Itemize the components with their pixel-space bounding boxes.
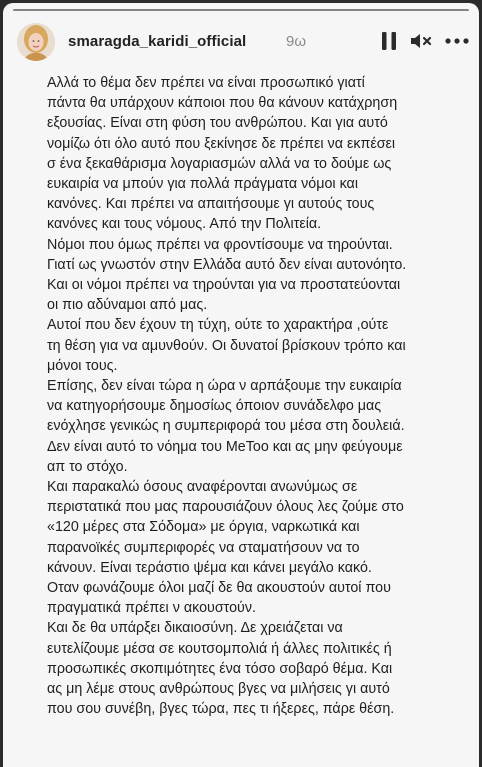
story-progress-bar	[13, 9, 469, 11]
avatar[interactable]	[17, 23, 55, 61]
mute-button[interactable]	[408, 29, 434, 53]
pause-button[interactable]	[377, 29, 401, 53]
pause-icon	[381, 31, 397, 51]
story-paragraph: Και δε θα υπάρξει δικαιοσύνη. Δε χρειάζεται να ευτελίζουμε μέσα σε κουτσομπολιά ή άλλες πολιτικές ή προσωπικές σκοπιμότητες ένα τόσο σοβαρό θέμα. Και ας μη λέμε στους ανθρώπους βγες να μιλήσεις γι αυτό που σου συνέβη, βγες τώρα, πες τι ήξερες, πάρε θέση.	[47, 620, 395, 718]
mute-icon	[409, 31, 433, 51]
post-time: 9ω	[286, 33, 307, 50]
story-paragraph: Αυτοί που δεν έχουν τη τύχη, ούτε το χαρακτήρα ,ούτε τη θέση για να αμυνθούν. Οι δυνατοί βρίσκουν τρόπο και μόνοι τους.	[47, 317, 406, 374]
story-progress-fill	[13, 9, 469, 11]
story-paragraph: Αλλά το θέμα δεν πρέπει να είναι προσωπικό γιατί πάντα θα υπάρχουν κάποιοι που θα κάνουν κατάχρηση εξουσίας. Είναι στη φύση του ανθρώπου. Και για αυτό νομίζω ότι όλο αυτό που ξεκίνησε δε πρέπει να εκπέσει σ ένα ξεκαθάρισμα λογαριασμών αλλά να το δούμε ως ευκαιρία να μπούν για πολλά πράγματα νόμοι και κανόνες. Και πρέπει να απαιτήσουμε γι αυτούς τους κανόνες και τους νόμους. Από την Πολιτεία.	[47, 75, 398, 233]
story-paragraph: Και παρακαλώ όσους αναφέρονται ανωνύμως σε περιστατικά που μας παρουσιάζουν όλους λες ζούμε στο «120 μέρες στα Σόδομα» με όργια, ναρκωτικά και παρανοϊκές συμπεριφορές να σταματήσουν να το κάνουν. Είναι τεράστιο ψέμα και κάνει μεγάλο κακό. Οταν φωνάζουμε όλοι μαζί δε θα ακουστούν αυτοί που πραγματικά πρέπει ν ακουστούν.	[47, 479, 404, 617]
story-paragraph: Επίσης, δεν είναι τώρα η ώρα ν αρπάξουμε την ευκαιρία να κατηγορήσουμε δημοσίως όποιον συνάδελφο μας ενόχλησε γενικώς η συμπεριφορά του μέσα στη δουλειά. Δεν είναι αυτό το νόημα του MeToo και ας μην φεύγουμε απ το στόχο.	[47, 378, 405, 475]
story-text	[47, 73, 469, 720]
avatar-image	[17, 23, 55, 61]
username[interactable]: smaragda_karidi_official	[68, 33, 247, 50]
story-paragraph: Νόμοι που όμως πρέπει να φροντίσουμε να τηρούνται. Γιατί ως γνωστόν στην Ελλάδα αυτό δεν είναι αυτονόητο. Και οι νόμοι πρέπει να τηρούνται για να προστατεύονται οι πιο αδύναμοι από μας.	[47, 236, 407, 314]
story-content	[3, 3, 479, 767]
story-header	[3, 13, 479, 69]
more-options-button[interactable]	[443, 29, 471, 53]
more-icon	[445, 38, 469, 44]
